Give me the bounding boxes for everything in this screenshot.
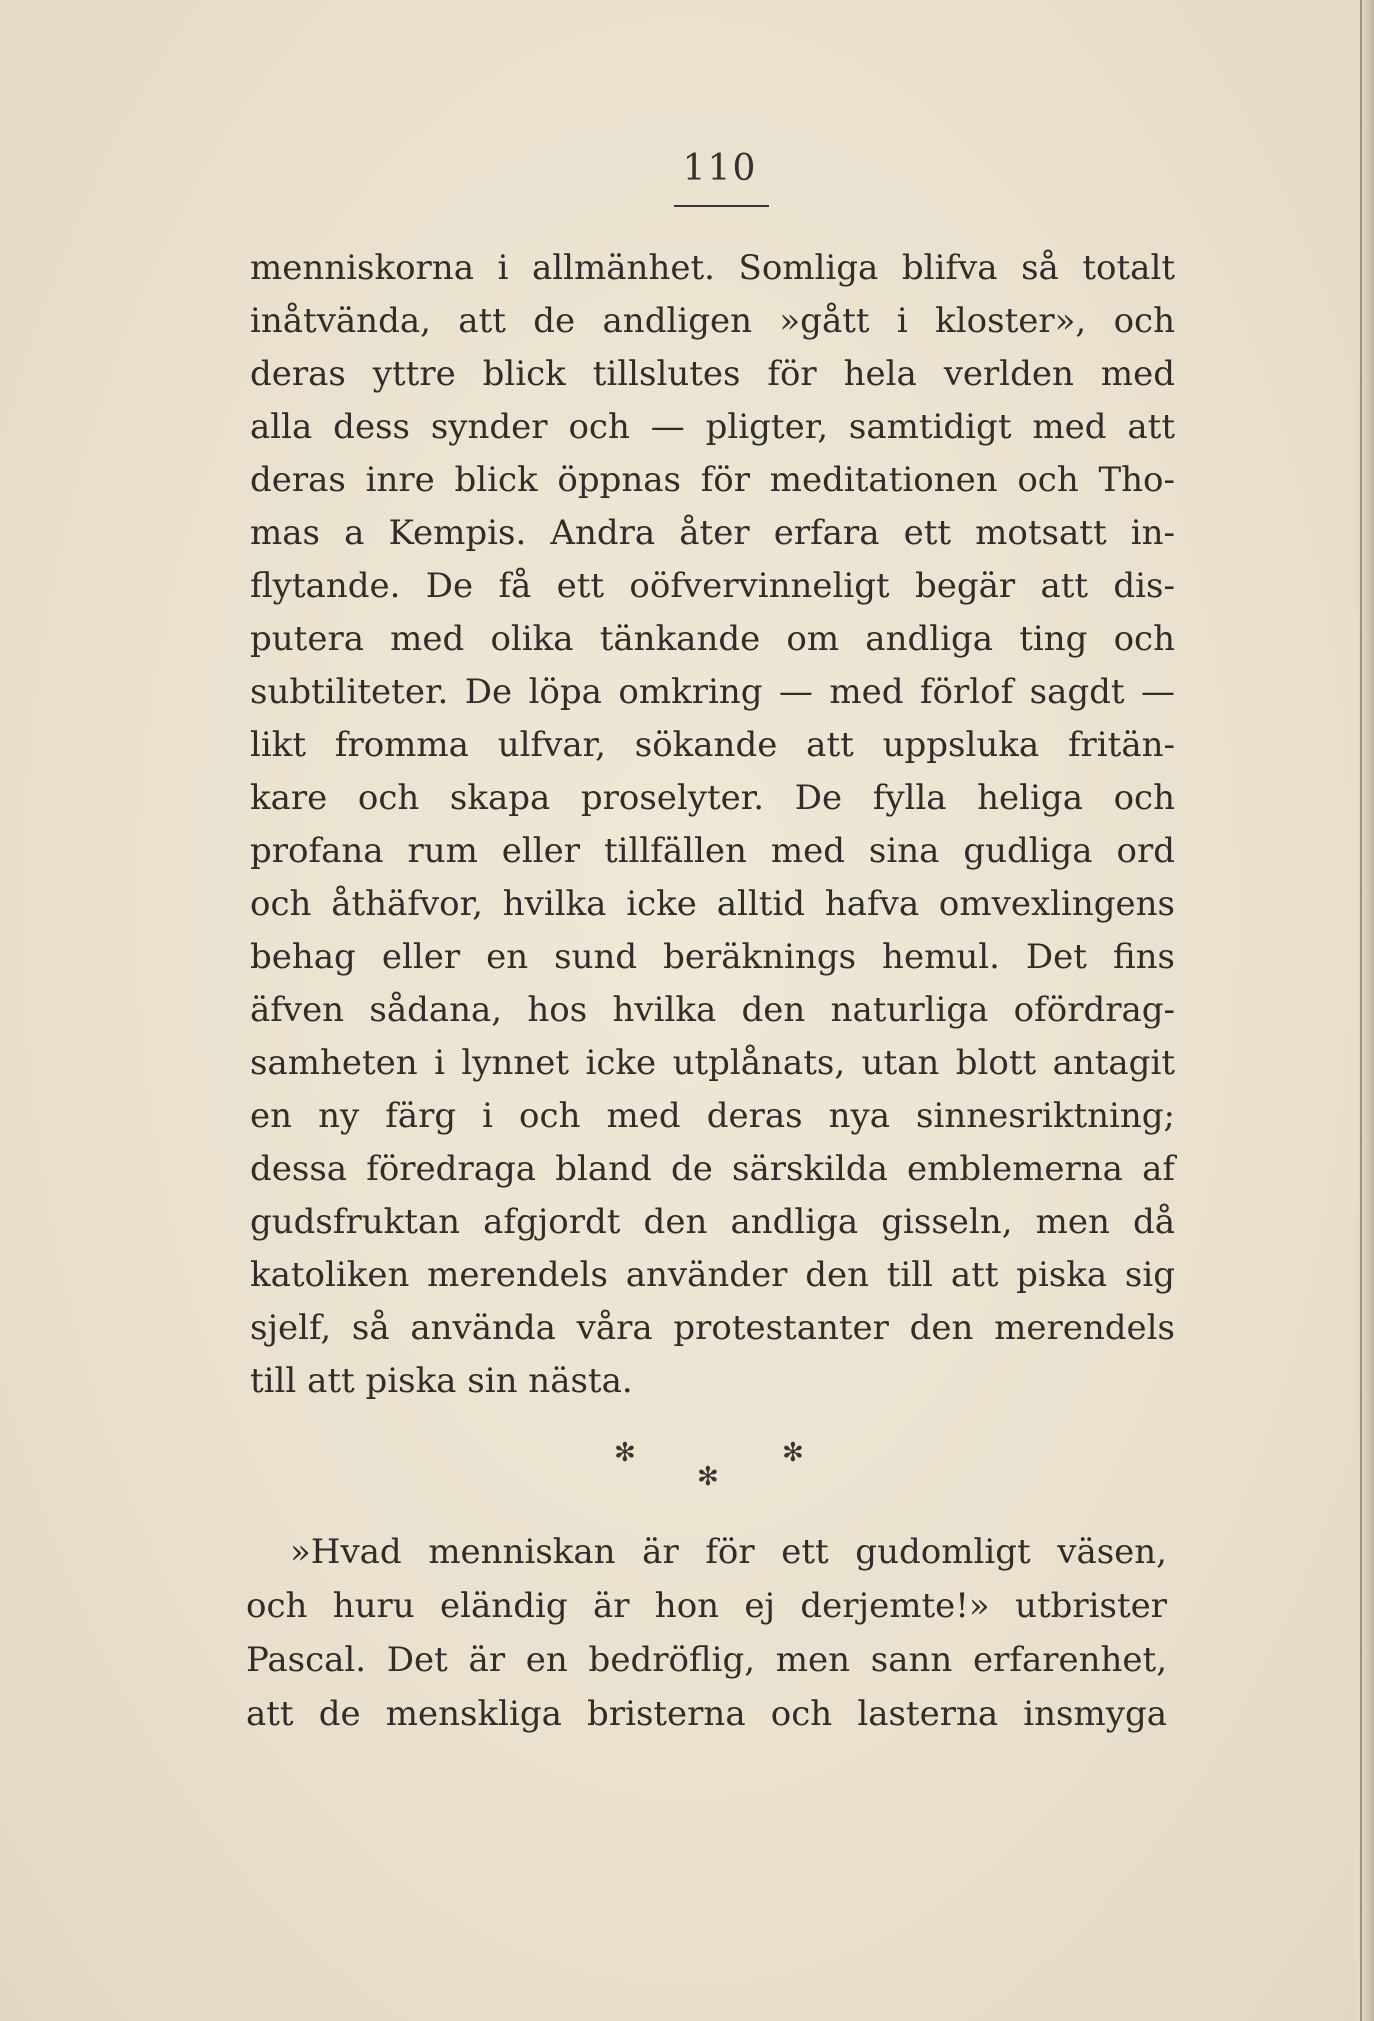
text-line: samheten i lynnet icke utplånats, utan blott antagit xyxy=(250,1043,1175,1083)
text-line: flytande. De få ett oöfvervinneligt begär att dis- xyxy=(250,566,1175,606)
text-line: och åthäfvor, hvilka icke alltid hafva omvexlingens xyxy=(250,884,1175,924)
text-line: mas a Kempis. Andra åter erfara ett motsatt in- xyxy=(250,513,1175,553)
text-line: kare och skapa proselyter. De fylla heliga och xyxy=(250,778,1175,818)
text-line: profana rum eller tillfällen med sina gudliga ord xyxy=(250,831,1175,871)
text-line: likt fromma ulfvar, sökande att uppsluka fritän- xyxy=(250,725,1175,765)
text-line: äfven sådana, hos hvilka den naturliga ofördrag- xyxy=(250,990,1175,1030)
text-line: deras yttre blick tillslutes för hela verlden med xyxy=(250,354,1175,394)
text-line: putera med olika tänkande om andliga ting och xyxy=(250,619,1175,659)
asterisk: ✻ xyxy=(782,1438,804,1468)
page-number: 110 xyxy=(682,148,758,189)
text-line: menniskorna i allmänhet. Somliga blifva så totalt xyxy=(250,248,1175,288)
text-line: gudsfruktan afgjordt den andliga gisseln, men då xyxy=(250,1202,1175,1242)
text-line: »Hvad menniskan är för ett gudomligt väsen, xyxy=(290,1532,1167,1572)
text-line: katoliken merendels använder den till att piska sig xyxy=(250,1255,1175,1295)
text-line: en ny färg i och med deras nya sinnesriktning; xyxy=(250,1096,1175,1136)
text-line: behag eller en sund beräknings hemul. Det fins xyxy=(250,937,1175,977)
page-edge xyxy=(1356,0,1374,2021)
text-line: deras inre blick öppnas för meditationen och Tho- xyxy=(250,460,1175,500)
text-line: subtiliteter. De löpa omkring — med förlof sagdt — xyxy=(250,672,1175,712)
text-line: inåtvända, att de andligen »gått i kloster», och xyxy=(250,301,1175,341)
text-line: och huru eländig är hon ej derjemte!» utbrister xyxy=(246,1586,1167,1626)
text-line: dessa föredraga bland de särskilda emblemerna af xyxy=(250,1149,1175,1189)
text-line: alla dess synder och — pligter, samtidigt med att xyxy=(250,407,1175,447)
page-number-rule xyxy=(674,205,769,207)
asterisk: ✻ xyxy=(614,1438,636,1468)
asterisk: ✻ xyxy=(697,1462,719,1492)
text-line: Pascal. Det är en bedröflig, men sann erfarenhet, xyxy=(246,1640,1167,1680)
text-line: till att piska sin nästa. xyxy=(250,1361,633,1401)
text-line: sjelf, så använda våra protestanter den merendels xyxy=(250,1308,1175,1348)
text-line: att de menskliga bristerna och lasterna insmyga xyxy=(246,1694,1167,1734)
